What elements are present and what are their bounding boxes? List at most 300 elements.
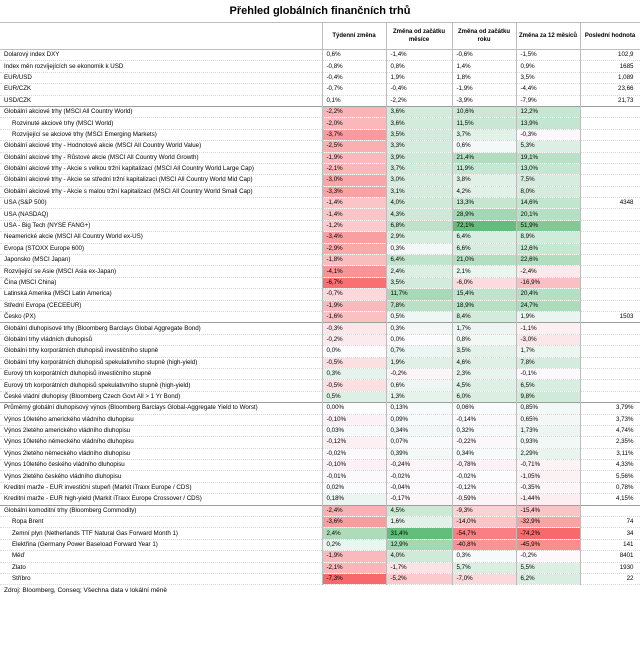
value-cell: 3,7% bbox=[452, 129, 516, 140]
last-value-cell: 34 bbox=[580, 528, 640, 539]
value-cell: 2,3% bbox=[452, 368, 516, 379]
row-label: Rozvíjející se Asie (MSCI Asia ex-Japan) bbox=[0, 266, 322, 277]
row-label: Latinská Amerika (MSCI Latin America) bbox=[0, 289, 322, 300]
row-label: Zlato bbox=[0, 562, 322, 573]
value-cell: 0,65% bbox=[516, 414, 580, 425]
last-value-cell: 3,11% bbox=[580, 448, 640, 459]
table-row bbox=[0, 266, 640, 277]
value-cell: 19,1% bbox=[516, 152, 580, 163]
last-value-cell bbox=[580, 289, 640, 300]
table-row bbox=[0, 334, 640, 345]
value-cell: 4,0% bbox=[386, 551, 452, 562]
table-row bbox=[0, 61, 640, 72]
value-cell: 11,9% bbox=[452, 163, 516, 174]
last-value-cell bbox=[580, 391, 640, 402]
value-cell: 7,8% bbox=[386, 300, 452, 311]
value-cell: 3,5% bbox=[386, 277, 452, 288]
row-label: Kreditní marže - EUR high-yield (Markit iTraxx Europe Crossover / CDS) bbox=[0, 494, 322, 505]
table-row bbox=[0, 391, 640, 402]
row-label: Globální akciové trhy - Hodnotové akcie (MSCI All Country World Value) bbox=[0, 141, 322, 152]
row-label: Globální akciové trhy (MSCI All Country World) bbox=[0, 106, 322, 117]
header-weekly: Týdenní změna bbox=[322, 23, 386, 50]
value-cell: 6,8% bbox=[386, 220, 452, 231]
value-cell: 5,7% bbox=[452, 562, 516, 573]
value-cell: 0,6% bbox=[386, 380, 452, 391]
value-cell: -14,0% bbox=[452, 517, 516, 528]
table-row bbox=[0, 573, 640, 584]
value-cell: -5,2% bbox=[386, 573, 452, 584]
value-cell: 13,3% bbox=[452, 198, 516, 209]
last-value-cell: 4,74% bbox=[580, 425, 640, 436]
last-value-cell: 8401 bbox=[580, 551, 640, 562]
value-cell: 0,34% bbox=[386, 425, 452, 436]
value-cell: 15,4% bbox=[452, 289, 516, 300]
value-cell: 0,13% bbox=[386, 403, 452, 414]
row-label: Stříbro bbox=[0, 573, 322, 584]
table-row bbox=[0, 175, 640, 186]
row-label: Globální komoditní trhy (Bloomberg Commodity) bbox=[0, 505, 322, 516]
table-row bbox=[0, 198, 640, 209]
value-cell: 0,6% bbox=[452, 141, 516, 152]
row-label: Evropa (STOXX Europe 600) bbox=[0, 243, 322, 254]
value-cell: -3,7% bbox=[322, 129, 386, 140]
value-cell: -45,9% bbox=[516, 539, 580, 550]
table-row bbox=[0, 539, 640, 550]
value-cell: -0,1% bbox=[516, 368, 580, 379]
value-cell: -0,3% bbox=[516, 129, 580, 140]
value-cell: 0,07% bbox=[386, 437, 452, 448]
row-label: Ropa Brent bbox=[0, 517, 322, 528]
row-label: Střední Evropa (CECEEUR) bbox=[0, 300, 322, 311]
value-cell: 13,9% bbox=[516, 118, 580, 129]
value-cell: 3,7% bbox=[386, 163, 452, 174]
value-cell: 18,9% bbox=[452, 300, 516, 311]
value-cell: 0,3% bbox=[452, 551, 516, 562]
value-cell: -0,02% bbox=[322, 448, 386, 459]
value-cell: 31,4% bbox=[386, 528, 452, 539]
row-label: Globální akciové trhy - Akcie s malou tržní kapitalizací (MSCI All Country World Small Cap) bbox=[0, 186, 322, 197]
table-row bbox=[0, 243, 640, 254]
row-label: Globální trhy korporátních dluhopisů investičního stupně bbox=[0, 346, 322, 357]
value-cell: 14,6% bbox=[516, 198, 580, 209]
value-cell: -6,7% bbox=[322, 277, 386, 288]
value-cell: 6,6% bbox=[452, 243, 516, 254]
last-value-cell: 5,56% bbox=[580, 471, 640, 482]
row-label: Index měn rozvíjejících se ekonomik k USD bbox=[0, 61, 322, 72]
last-value-cell bbox=[580, 346, 640, 357]
table-row bbox=[0, 232, 640, 243]
last-value-cell bbox=[580, 163, 640, 174]
value-cell: 0,18% bbox=[322, 494, 386, 505]
last-value-cell bbox=[580, 232, 640, 243]
value-cell: 0,1% bbox=[322, 95, 386, 106]
value-cell: 0,0% bbox=[386, 334, 452, 345]
row-label: Výnos 2letého českého vládního dluhopisu bbox=[0, 471, 322, 482]
header-12m: Změna za 12 měsíců bbox=[516, 23, 580, 50]
row-label: Rozvinuté akciové trhy (MSCI World) bbox=[0, 118, 322, 129]
value-cell: 0,8% bbox=[386, 61, 452, 72]
page-title: Přehled globálních finančních trhů bbox=[229, 5, 411, 17]
value-cell: -1,9% bbox=[452, 84, 516, 95]
table-row bbox=[0, 323, 640, 334]
row-label: Měď bbox=[0, 551, 322, 562]
value-cell: -40,8% bbox=[452, 539, 516, 550]
table-row bbox=[0, 357, 640, 368]
table-row bbox=[0, 163, 640, 174]
table-row bbox=[0, 300, 640, 311]
value-cell: -3,0% bbox=[516, 334, 580, 345]
table-header bbox=[0, 23, 640, 50]
source-note: Zdroj: Bloomberg, Conseq; Všechna data v lokální měně bbox=[4, 587, 167, 595]
row-label: Eurový trh korporátních dluhopisů spekulativního stupně (high-yield) bbox=[0, 380, 322, 391]
value-cell: 3,5% bbox=[516, 72, 580, 83]
value-cell: -0,2% bbox=[516, 551, 580, 562]
last-value-cell: 74 bbox=[580, 517, 640, 528]
row-label: Průměrný globální dluhopisový výnos (Bloomberg Barclays Global-Aggregate Yield to Worst) bbox=[0, 403, 322, 414]
last-value-cell bbox=[580, 118, 640, 129]
last-value-cell bbox=[580, 505, 640, 516]
value-cell: -3,4% bbox=[322, 232, 386, 243]
value-cell: -2,5% bbox=[322, 141, 386, 152]
value-cell: -2,1% bbox=[322, 562, 386, 573]
row-label: Čína (MSCI China) bbox=[0, 277, 322, 288]
last-value-cell bbox=[580, 380, 640, 391]
value-cell: -0,71% bbox=[516, 460, 580, 471]
value-cell: -0,04% bbox=[386, 482, 452, 493]
last-value-cell: 3,73% bbox=[580, 414, 640, 425]
value-cell: 0,5% bbox=[322, 391, 386, 402]
value-cell: 0,85% bbox=[516, 403, 580, 414]
value-cell: 0,2% bbox=[322, 539, 386, 550]
row-label: Výnos 10letého německého vládního dluhopisu bbox=[0, 437, 322, 448]
value-cell: -7,9% bbox=[516, 95, 580, 106]
table-row bbox=[0, 460, 640, 471]
value-cell: 3,5% bbox=[386, 129, 452, 140]
table-row bbox=[0, 346, 640, 357]
value-cell: 4,6% bbox=[452, 357, 516, 368]
value-cell: 3,8% bbox=[452, 175, 516, 186]
last-value-cell: 23,66 bbox=[580, 84, 640, 95]
value-cell: -2,4% bbox=[322, 505, 386, 516]
table-row bbox=[0, 209, 640, 220]
value-cell: 3,1% bbox=[386, 186, 452, 197]
value-cell: -0,3% bbox=[322, 323, 386, 334]
value-cell: 1,7% bbox=[516, 346, 580, 357]
value-cell: -0,10% bbox=[322, 460, 386, 471]
row-label: Výnos 10letého amerického vládního dluhopisu bbox=[0, 414, 322, 425]
last-value-cell: 1685 bbox=[580, 61, 640, 72]
value-cell: -1,9% bbox=[322, 300, 386, 311]
last-value-cell bbox=[580, 266, 640, 277]
header-last: Poslední hodnota bbox=[580, 23, 640, 50]
last-value-cell bbox=[580, 106, 640, 117]
row-label: Japonsko (MSCI Japan) bbox=[0, 255, 322, 266]
last-value-cell: 4,33% bbox=[580, 460, 640, 471]
value-cell: -0,5% bbox=[322, 380, 386, 391]
value-cell: 1,7% bbox=[452, 323, 516, 334]
value-cell: -0,02% bbox=[386, 471, 452, 482]
row-label: České vládní dluhopisy (Bloomberg Czech Govt All > 1 Yr Bond) bbox=[0, 391, 322, 402]
value-cell: -1,8% bbox=[322, 255, 386, 266]
value-cell: -1,2% bbox=[322, 220, 386, 231]
value-cell: 3,3% bbox=[386, 141, 452, 152]
last-value-cell: 141 bbox=[580, 539, 640, 550]
value-cell: 4,0% bbox=[386, 198, 452, 209]
value-cell: 8,0% bbox=[516, 186, 580, 197]
value-cell: 24,7% bbox=[516, 300, 580, 311]
value-cell: -0,12% bbox=[452, 482, 516, 493]
value-cell: 0,8% bbox=[452, 334, 516, 345]
last-value-cell bbox=[580, 175, 640, 186]
value-cell: -32,9% bbox=[516, 517, 580, 528]
table-row bbox=[0, 95, 640, 106]
value-cell: 0,3% bbox=[386, 323, 452, 334]
value-cell: 21,0% bbox=[452, 255, 516, 266]
value-cell: -0,5% bbox=[322, 357, 386, 368]
value-cell: -0,35% bbox=[516, 482, 580, 493]
value-cell: -1,4% bbox=[322, 209, 386, 220]
value-cell: -1,6% bbox=[322, 311, 386, 322]
value-cell: 0,93% bbox=[516, 437, 580, 448]
value-cell: -2,9% bbox=[322, 243, 386, 254]
value-cell: 20,4% bbox=[516, 289, 580, 300]
table-row bbox=[0, 106, 640, 117]
value-cell: -3,9% bbox=[452, 95, 516, 106]
row-label: USA - Big Tech (NYSE FANG+) bbox=[0, 220, 322, 231]
value-cell: -0,22% bbox=[452, 437, 516, 448]
row-label: Elektřina (Germany Power Baseload Forward Year 1) bbox=[0, 539, 322, 550]
header-name bbox=[0, 23, 322, 50]
value-cell: 3,9% bbox=[386, 152, 452, 163]
value-cell: 8,4% bbox=[452, 311, 516, 322]
value-cell: -0,01% bbox=[322, 471, 386, 482]
value-cell: -1,9% bbox=[322, 551, 386, 562]
last-value-cell bbox=[580, 186, 640, 197]
value-cell: 0,3% bbox=[386, 243, 452, 254]
table-row bbox=[0, 220, 640, 231]
value-cell: 72,1% bbox=[452, 220, 516, 231]
row-label: USD/CZK bbox=[0, 95, 322, 106]
last-value-cell: 22 bbox=[580, 573, 640, 584]
value-cell: 0,32% bbox=[452, 425, 516, 436]
value-cell: 2,29% bbox=[516, 448, 580, 459]
row-label: Globální trhy vládních dluhopisů bbox=[0, 334, 322, 345]
last-value-cell bbox=[580, 141, 640, 152]
value-cell: 7,5% bbox=[516, 175, 580, 186]
table-row bbox=[0, 448, 640, 459]
value-cell: 1,9% bbox=[516, 311, 580, 322]
value-cell: -0,4% bbox=[322, 72, 386, 83]
value-cell: 0,00% bbox=[322, 403, 386, 414]
last-value-cell: 3,79% bbox=[580, 403, 640, 414]
value-cell: 13,0% bbox=[516, 163, 580, 174]
last-value-cell: 4,15% bbox=[580, 494, 640, 505]
value-cell: 8,9% bbox=[516, 232, 580, 243]
row-label: EUR/USD bbox=[0, 72, 322, 83]
value-cell: -1,05% bbox=[516, 471, 580, 482]
value-cell: -1,7% bbox=[386, 562, 452, 573]
value-cell: 10,6% bbox=[452, 106, 516, 117]
value-cell: 4,3% bbox=[386, 209, 452, 220]
row-label: Globální dluhopisové trhy (Bloomberg Barclays Global Aggregate Bond) bbox=[0, 323, 322, 334]
value-cell: 3,5% bbox=[452, 346, 516, 357]
last-value-cell bbox=[580, 243, 640, 254]
table-row bbox=[0, 84, 640, 95]
last-value-cell: 0,78% bbox=[580, 482, 640, 493]
value-cell: 4,2% bbox=[452, 186, 516, 197]
last-value-cell bbox=[580, 277, 640, 288]
value-cell: -0,78% bbox=[452, 460, 516, 471]
table-row bbox=[0, 50, 640, 61]
value-cell: -3,3% bbox=[322, 186, 386, 197]
table-row bbox=[0, 255, 640, 266]
value-cell: -74,2% bbox=[516, 528, 580, 539]
table-row bbox=[0, 129, 640, 140]
last-value-cell: 1,089 bbox=[580, 72, 640, 83]
table-row bbox=[0, 152, 640, 163]
value-cell: 1,3% bbox=[386, 391, 452, 402]
value-cell: -7,0% bbox=[452, 573, 516, 584]
row-label: Globální akciové trhy - Růstové akcie (MSCI All Country World Growth) bbox=[0, 152, 322, 163]
value-cell: 0,6% bbox=[322, 50, 386, 61]
header-mtd: Změna od začátku měsíce bbox=[386, 23, 452, 50]
value-cell: 0,34% bbox=[452, 448, 516, 459]
value-cell: -0,2% bbox=[386, 368, 452, 379]
value-cell: 3,6% bbox=[386, 118, 452, 129]
value-cell: -1,44% bbox=[516, 494, 580, 505]
value-cell: -9,3% bbox=[452, 505, 516, 516]
value-cell: 1,9% bbox=[386, 72, 452, 83]
value-cell: 6,2% bbox=[516, 573, 580, 584]
row-label: Výnos 2letého amerického vládního dluhopisu bbox=[0, 425, 322, 436]
value-cell: 9,8% bbox=[516, 391, 580, 402]
value-cell: -1,9% bbox=[322, 152, 386, 163]
last-value-cell bbox=[580, 300, 640, 311]
value-cell: 0,06% bbox=[452, 403, 516, 414]
table-row bbox=[0, 528, 640, 539]
value-cell: 6,4% bbox=[452, 232, 516, 243]
value-cell: -0,7% bbox=[322, 289, 386, 300]
table-row bbox=[0, 380, 640, 391]
last-value-cell: 1930 bbox=[580, 562, 640, 573]
last-value-cell bbox=[580, 357, 640, 368]
value-cell: 2,4% bbox=[386, 266, 452, 277]
last-value-cell bbox=[580, 368, 640, 379]
value-cell: -0,14% bbox=[452, 414, 516, 425]
table-row bbox=[0, 471, 640, 482]
value-cell: 0,39% bbox=[386, 448, 452, 459]
table-row bbox=[0, 551, 640, 562]
value-cell: 0,09% bbox=[386, 414, 452, 425]
value-cell: 7,8% bbox=[516, 357, 580, 368]
value-cell: 0,5% bbox=[386, 311, 452, 322]
row-label: USA (S&P 500) bbox=[0, 198, 322, 209]
value-cell: 0,9% bbox=[516, 61, 580, 72]
value-cell: 4,5% bbox=[386, 505, 452, 516]
last-value-cell bbox=[580, 220, 640, 231]
row-label: Česko (PX) bbox=[0, 311, 322, 322]
value-cell: -1,4% bbox=[386, 50, 452, 61]
table-row bbox=[0, 118, 640, 129]
header-ytd: Změna od začátku roku bbox=[452, 23, 516, 50]
value-cell: 21,4% bbox=[452, 152, 516, 163]
table-row bbox=[0, 72, 640, 83]
value-cell: -0,2% bbox=[322, 334, 386, 345]
value-cell: 1,6% bbox=[386, 517, 452, 528]
value-cell: -2,4% bbox=[516, 266, 580, 277]
value-cell: -4,1% bbox=[322, 266, 386, 277]
value-cell: 51,9% bbox=[516, 220, 580, 231]
value-cell: 22,6% bbox=[516, 255, 580, 266]
last-value-cell bbox=[580, 334, 640, 345]
last-value-cell: 21,73 bbox=[580, 95, 640, 106]
row-label: Výnos 10letého českého vládního dluhopisu bbox=[0, 460, 322, 471]
value-cell: -0,24% bbox=[386, 460, 452, 471]
value-cell: 1,4% bbox=[452, 61, 516, 72]
value-cell: -7,3% bbox=[322, 573, 386, 584]
table-row bbox=[0, 437, 640, 448]
value-cell: 5,3% bbox=[516, 141, 580, 152]
value-cell: -15,4% bbox=[516, 505, 580, 516]
value-cell: -0,6% bbox=[452, 50, 516, 61]
value-cell: -4,4% bbox=[516, 84, 580, 95]
value-cell: 0,02% bbox=[322, 482, 386, 493]
last-value-cell: 1503 bbox=[580, 311, 640, 322]
table-row bbox=[0, 289, 640, 300]
value-cell: 5,5% bbox=[516, 562, 580, 573]
table-row bbox=[0, 186, 640, 197]
table-row bbox=[0, 562, 640, 573]
table-row bbox=[0, 494, 640, 505]
value-cell: 1,9% bbox=[386, 357, 452, 368]
value-cell: -1,5% bbox=[516, 50, 580, 61]
value-cell: -0,8% bbox=[322, 61, 386, 72]
value-cell: 4,5% bbox=[452, 380, 516, 391]
table-row bbox=[0, 517, 640, 528]
value-cell: 0,3% bbox=[322, 368, 386, 379]
value-cell: -0,4% bbox=[386, 84, 452, 95]
last-value-cell: 102,9 bbox=[580, 50, 640, 61]
last-value-cell bbox=[580, 255, 640, 266]
value-cell: 0,0% bbox=[322, 346, 386, 357]
value-cell: 6,0% bbox=[452, 391, 516, 402]
table-row bbox=[0, 505, 640, 516]
table-row bbox=[0, 403, 640, 414]
value-cell: -54,7% bbox=[452, 528, 516, 539]
value-cell: -0,10% bbox=[322, 414, 386, 425]
row-label: Neamerické akcie (MSCI All Country World ex-US) bbox=[0, 232, 322, 243]
value-cell: -3,0% bbox=[322, 175, 386, 186]
last-value-cell: 2,35% bbox=[580, 437, 640, 448]
value-cell: -3,6% bbox=[322, 517, 386, 528]
row-label: Globální akciové trhy - Akcie s velkou tržní kapitalizací (MSCI All Country World Large Cap) bbox=[0, 163, 322, 174]
value-cell: -1,4% bbox=[322, 198, 386, 209]
value-cell: 2,4% bbox=[322, 528, 386, 539]
value-cell: 0,03% bbox=[322, 425, 386, 436]
last-value-cell bbox=[580, 152, 640, 163]
table-row bbox=[0, 368, 640, 379]
value-cell: 11,7% bbox=[386, 289, 452, 300]
last-value-cell: 4348 bbox=[580, 198, 640, 209]
value-cell: 12,2% bbox=[516, 106, 580, 117]
value-cell: -6,0% bbox=[452, 277, 516, 288]
value-cell: 6,4% bbox=[386, 255, 452, 266]
row-label: Rozvíjející se akciové trhy (MSCI Emerging Markets) bbox=[0, 129, 322, 140]
row-label: Globální trhy korporátních dluhopisů spekulativního stupně (high-yield) bbox=[0, 357, 322, 368]
value-cell: -0,17% bbox=[386, 494, 452, 505]
table-row bbox=[0, 414, 640, 425]
value-cell: 3,6% bbox=[386, 106, 452, 117]
